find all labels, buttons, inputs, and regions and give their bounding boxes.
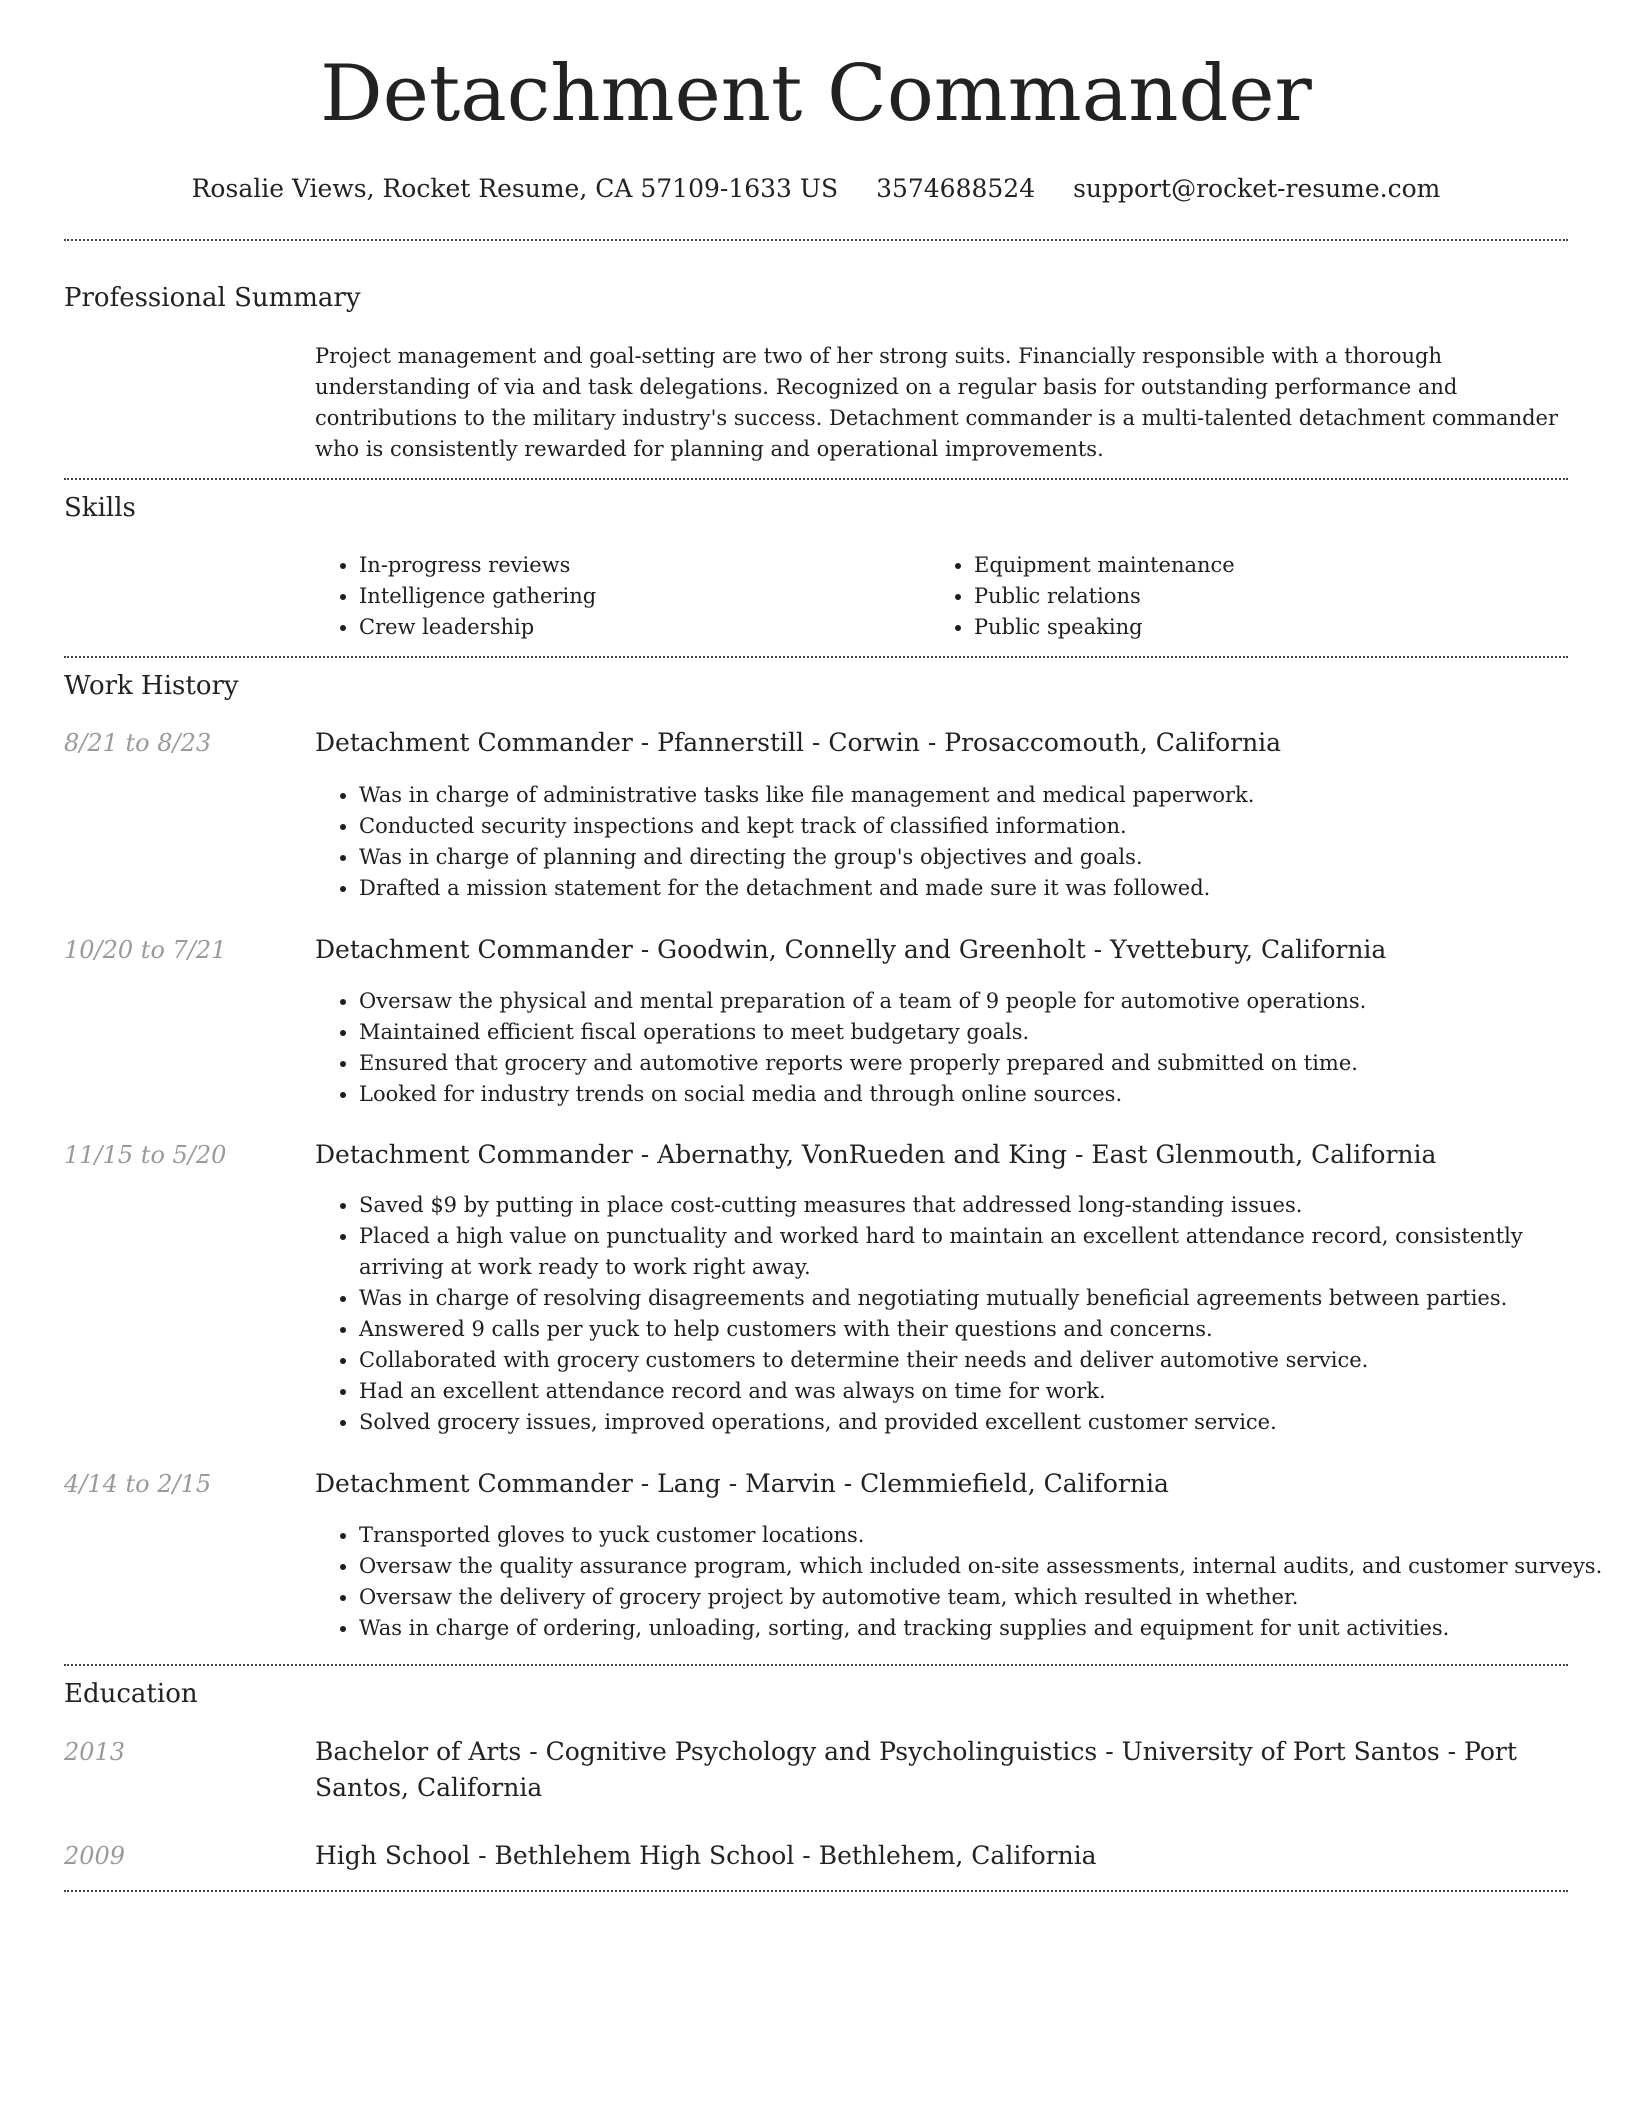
job-role: Detachment Commander <box>315 1469 633 1498</box>
job-title <box>315 725 1565 761</box>
education-degree: High School <box>315 1841 471 1870</box>
contact-phone: 3574688524 <box>876 174 1036 203</box>
divider <box>64 478 1568 480</box>
bullet-item: • Was in charge of planning and directing the group's objectives and goals. <box>359 842 1609 873</box>
education-degree: Bachelor of Arts - Cognitive Psychology and Psycholinguistics <box>315 1737 1098 1766</box>
skills-list-right <box>930 550 1534 643</box>
education-entry <box>315 1838 1565 1874</box>
job-dates: 4/14 to 2/15 <box>64 1470 212 1498</box>
bullet-item: • Maintained efficient fiscal operations to meet budgetary goals. <box>359 1017 1609 1048</box>
skills-heading: Skills <box>64 493 136 523</box>
education-heading: Education <box>64 1679 198 1709</box>
job-role: Detachment Commander <box>315 1140 633 1169</box>
skill-item: • In-progress reviews <box>359 550 919 581</box>
summary-heading: Professional Summary <box>64 283 361 313</box>
education-year: 2009 <box>64 1842 126 1870</box>
job-title <box>315 1466 1565 1502</box>
bullet-item: • Ensured that grocery and automotive reports were properly prepared and submitted on time. <box>359 1048 1609 1079</box>
divider <box>64 656 1568 658</box>
job-title <box>315 1137 1565 1173</box>
contact-email: support@rocket-resume.com <box>1073 174 1441 203</box>
skill-item: • Public speaking <box>974 612 1534 643</box>
job-title <box>315 932 1565 968</box>
skill-item: • Crew leadership <box>359 612 919 643</box>
skill-item: • Equipment maintenance <box>974 550 1534 581</box>
skill-item: • Public relations <box>974 581 1534 612</box>
bullet-item: • Was in charge of administrative tasks like file management and medical paperwork. <box>359 780 1609 811</box>
job-employer: - Lang - Marvin - Clemmiefield, California <box>632 1469 1169 1498</box>
divider <box>64 239 1568 241</box>
job-role: Detachment Commander <box>315 935 633 964</box>
summary-text: Project management and goal-setting are two of her strong suits. Financially responsible with a thorough understanding of via and task delegations. Recognized on a regular basis for outstanding performance and contributions to the military industry's success. Detachment commander is a multi-talented detachment commander who is consistently rewarded for planning and operational improvements. <box>315 344 1559 461</box>
job-employer: - Abernathy, VonRueden and King - East Glenmouth, California <box>632 1140 1437 1169</box>
job-dates: 8/21 to 8/23 <box>64 729 212 757</box>
bullet-item: • Answered 9 calls per yuck to help customers with their questions and concerns. <box>359 1314 1609 1345</box>
education-school: - Bethlehem High School - Bethlehem, California <box>470 1841 1097 1870</box>
bullet-item: • Had an excellent attendance record and was always on time for work. <box>359 1376 1609 1407</box>
skill-item: • Intelligence gathering <box>359 581 919 612</box>
job-dates: 11/15 to 5/20 <box>64 1141 227 1169</box>
job-bullets <box>315 780 1609 904</box>
bullet-item: • Oversaw the physical and mental preparation of a team of 9 people for automotive operations. <box>359 986 1609 1017</box>
skills-list-left <box>315 550 919 643</box>
bullet-item: • Conducted security inspections and kept track of classified information. <box>359 811 1609 842</box>
job-employer: - Pfannerstill - Corwin - Prosaccomouth, California <box>632 728 1282 757</box>
bullet-item: • Drafted a mission statement for the detachment and made sure it was followed. <box>359 873 1609 904</box>
job-bullets <box>315 986 1609 1110</box>
contact-line <box>0 171 1632 207</box>
job-bullets <box>315 1190 1609 1438</box>
bullet-item: • Oversaw the quality assurance program, which included on-site assessments, internal audits, and customer surveys. <box>359 1551 1609 1582</box>
job-bullets <box>315 1520 1609 1644</box>
job-role: Detachment Commander <box>315 728 633 757</box>
education-entry <box>315 1734 1565 1806</box>
bullet-item: • Transported gloves to yuck customer locations. <box>359 1520 1609 1551</box>
divider <box>64 1664 1568 1666</box>
bullet-item: • Was in charge of resolving disagreements and negotiating mutually beneficial agreements between parties. <box>359 1283 1609 1314</box>
candidate-name: Detachment Commander <box>320 49 1312 139</box>
bullet-item: • Oversaw the delivery of grocery project by automotive team, which resulted in whether. <box>359 1582 1609 1613</box>
bullet-item: • Looked for industry trends on social media and through online sources. <box>359 1079 1609 1110</box>
bullet-item: • Collaborated with grocery customers to determine their needs and deliver automotive service. <box>359 1345 1609 1376</box>
contact-address: Rosalie Views, Rocket Resume, CA 57109-1633 US <box>191 174 839 203</box>
divider <box>64 1890 1568 1892</box>
bullet-item: • Solved grocery issues, improved operations, and provided excellent customer service. <box>359 1407 1609 1438</box>
job-dates: 10/20 to 7/21 <box>64 936 227 964</box>
job-employer: - Goodwin, Connelly and Greenholt - Yvettebury, California <box>632 935 1387 964</box>
bullet-item: • Placed a high value on punctuality and worked hard to maintain an excellent attendance record, consistently arriving at work ready to work right away. <box>359 1221 1609 1283</box>
bullet-item: • Saved $9 by putting in place cost-cutting measures that addressed long-standing issues. <box>359 1190 1609 1221</box>
education-school: - University of Port Santos - Port Santos, California <box>315 1737 1517 1802</box>
bullet-item: • Was in charge of ordering, unloading, sorting, and tracking supplies and equipment for unit activities. <box>359 1613 1609 1644</box>
education-year: 2013 <box>64 1738 126 1766</box>
work-history-heading: Work History <box>64 671 239 701</box>
